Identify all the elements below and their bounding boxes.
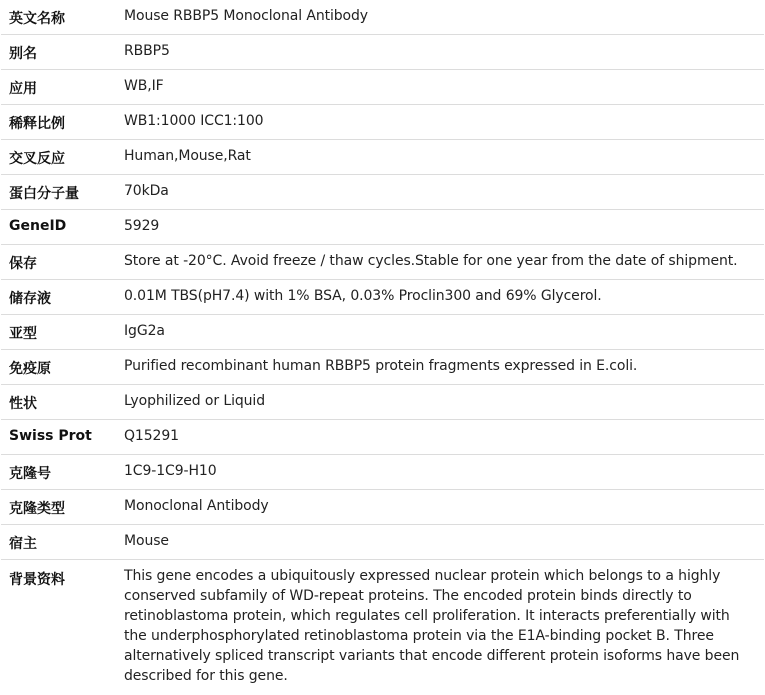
spec-label: 保存: [1, 245, 123, 280]
spec-value: IgG2a: [123, 315, 764, 350]
spec-row-form: [1, 385, 764, 420]
spec-value: Mouse: [123, 525, 764, 560]
spec-label: GeneID: [1, 210, 123, 245]
spec-value: 0.01M TBS(pH7.4) with 1% BSA, 0.03% Proclin300 and 69% Glycerol.: [123, 280, 764, 315]
spec-label: 储存液: [1, 280, 123, 315]
spec-row-storage-buffer: [1, 280, 764, 315]
spec-label: 性状: [1, 385, 123, 420]
spec-label: 英文名称: [1, 0, 123, 35]
spec-row-swiss-prot: [1, 420, 764, 455]
spec-value: 5929: [123, 210, 764, 245]
spec-value: Human,Mouse,Rat: [123, 140, 764, 175]
spec-label: 别名: [1, 35, 123, 70]
spec-label: 亚型: [1, 315, 123, 350]
spec-row-application: [1, 70, 764, 105]
spec-label: 宿主: [1, 525, 123, 560]
spec-label: 免疫原: [1, 350, 123, 385]
spec-label: 稀释比例: [1, 105, 123, 140]
spec-label: 交叉反应: [1, 140, 123, 175]
spec-row-cross-reactivity: [1, 140, 764, 175]
spec-row-immunogen: [1, 350, 764, 385]
spec-label: 背景资料: [9, 572, 65, 588]
spec-row-molecular-weight: [1, 175, 764, 210]
spec-value: WB,IF: [123, 70, 764, 105]
spec-row-clonality: [1, 490, 764, 525]
spec-row-english-name: [1, 0, 764, 35]
spec-row-background: [1, 560, 764, 687]
spec-value: This gene encodes a ubiquitously expressed nuclear protein which belongs to a highly conserved subfamily of WD-repeat proteins. The encoded protein binds directly to retinoblastoma protein, which regulates cell proliferation. It interacts preferentially with the underphosphorylated retinoblastoma protein via the E1A-binding pocket B. Three alternatively spliced transcript variants that encode different protein isoforms have been described for this gene.: [124, 568, 740, 684]
spec-row-host: [1, 525, 764, 560]
spec-value: Lyophilized or Liquid: [123, 385, 764, 420]
spec-row-alias: [1, 35, 764, 70]
spec-row-dilution: [1, 105, 764, 140]
spec-value: Mouse RBBP5 Monoclonal Antibody: [123, 0, 764, 35]
spec-label: 应用: [1, 70, 123, 105]
spec-value: Store at -20°C. Avoid freeze / thaw cycles.Stable for one year from the date of shipment.: [123, 245, 764, 280]
spec-row-isotype: [1, 315, 764, 350]
spec-value: WB1:1000 ICC1:100: [123, 105, 764, 140]
spec-value: RBBP5: [123, 35, 764, 70]
spec-value: Purified recombinant human RBBP5 protein fragments expressed in E.coli.: [123, 350, 764, 385]
spec-row-gene-id: [1, 210, 764, 245]
product-spec-table: [1, 0, 764, 686]
spec-label: 克隆类型: [1, 490, 123, 525]
spec-value: Q15291: [123, 420, 764, 455]
spec-label: Swiss Prot: [1, 420, 123, 455]
spec-row-clone-number: [1, 455, 764, 490]
spec-value: Monoclonal Antibody: [123, 490, 764, 525]
spec-value: 70kDa: [123, 175, 764, 210]
spec-label: 克隆号: [1, 455, 123, 490]
spec-row-storage: [1, 245, 764, 280]
spec-label: 蛋白分子量: [1, 175, 123, 210]
spec-value: 1C9-1C9-H10: [123, 455, 764, 490]
